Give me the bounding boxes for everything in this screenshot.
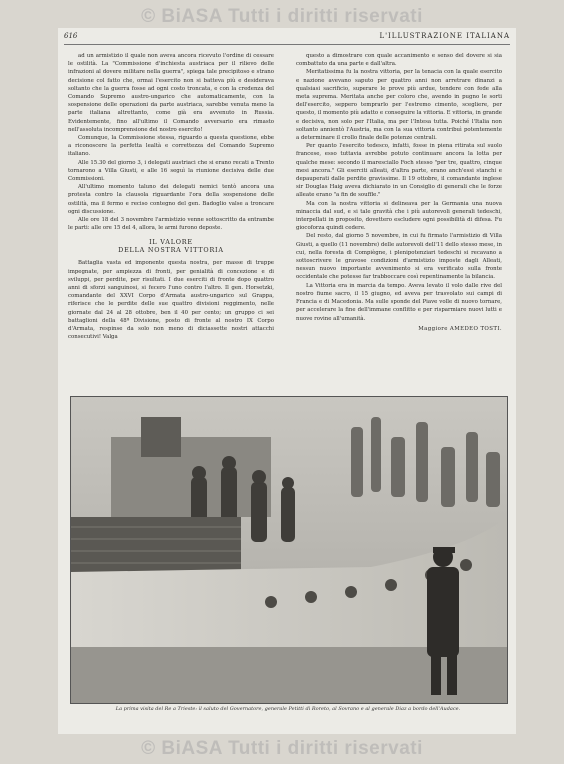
running-title: L'ILLUSTRAZIONE ITALIANA: [379, 32, 510, 40]
right-column: [296, 52, 502, 414]
right-paragraph: questo a dimostrare con quale accanimento e senso del dovere si sia combattuto da una parte e dall'altra.: [296, 53, 502, 68]
general-cap: [433, 547, 455, 553]
right-paragraph: Del resto, dal giorno 5 novembre, in cui fu firmato l'armistizio di Villa Giusti, a quello (11 novembre) delle autorevoli dell'11 dello stesso mese, in cui, nella foresta di Compiègne, i plenipotenziari tedeschi si recavano a sottoscrivere le gravose condizioni d'armistizio imposte dagli Alleati, nessun nuovo importante avvenimento si era verificato sulla fronte occidentale che potesse far trabboccare così repentinamente la bilancia.: [296, 233, 502, 281]
right-paragraph: Per quanto l'esercito tedesco, infatti, fosse in piena ritirata sul suolo francese, esso tuttavia avrebbe potuto continuare ancora la lotta per qualche mese: secondo il maresciallo Foch stesso "per tre, quattro, cinque mesi ancora." Gli eserciti alleati, d'altra parte, erano anch'essi stanchi e depauperati dalle perdite gravissime. Il 19 ottobre, il comandante inglese sir Douglas Haig aveva dichiarato in un Consiglio di generali che le forze alleate erano "a fin de souffle.": [296, 143, 502, 199]
section-heading-line2: DELLA NOSTRA VITTORIA: [118, 246, 224, 255]
section-heading-line1: IL VALORE: [149, 238, 193, 247]
photo-caption: La prima visita del Re a Trieste: il saluto del Governatore, generale Petitti di Roreto, al Sovrano e al generale Diaz a bordo dell'Audace.: [115, 706, 461, 712]
left-paragraph: ad un armistizio il quale non aveva ancora ricevuto l'ordine di cessare le ostilità. La "Commissione d'inchiesta austriaca per il rilievo delle infrazioni al dovere militare nella guerra", spiega tale precipitoso e strano decisione col fatto che, ormai l'esercito non si batteva più e desiderava soltanto che la guerra fosse ad ogni costo troncata, e con la credenza del Comando Supremo austro-ungarico che automaticamente, con la sospensione delle operazioni da parte austriaca, sarebbe venuta meno la parte italiana altrettanto, come già era avvenuto in Russia. Evidentemente, fino all'ultimo il Comando avversario era rimasto nell'assoluta incomprensione del nostro esercito!: [68, 53, 274, 133]
header-rule: [64, 44, 510, 45]
left-paragraph: Alle ore 18 del 3 novembre l'armistizio venne sottoscritto da entrambe le parti: alle ore 15 del 4, allora, le armi furono deposte.: [68, 217, 274, 232]
author-signature: Maggiore AMEDEO TOSTI.: [418, 325, 502, 332]
right-paragraph: Ma con la nostra vittoria si delineava per la Germania una nuova minaccia dal sud, e si tale gravità che i più autorevoli generali tedeschi, interpellati in proposito, dovettero escludere ogni possibilità di difesa. Fu giocoforza quindi cedere.: [296, 200, 502, 232]
newspaper-page: [58, 28, 516, 734]
warship-photo: [70, 396, 508, 704]
photo-illustration: [71, 397, 507, 703]
page-number: 616: [64, 32, 78, 40]
watermark-bottom: © BiASA Tutti i diritti riservati: [141, 738, 423, 759]
watermark-top: © BiASA Tutti i diritti riservati: [141, 6, 423, 27]
right-paragraph: La Vittoria era in marcia da tempo. Aveva levato il volo dalle rive del nostro fiume sacro, il 15 giugno, ed aveva per trasvolato sui campi di Francia e di Macedonia. Ma sulle sponde del Piave volle di nuovo tornare, per accelerare la fine dell'immane conflitto e per risparmiare nuovi lutti e nuove rovine all'umanità.: [296, 282, 502, 322]
left-paragraph: All'ultimo momento taluno dei delegati nemici tentò ancora una protesta contro la clausola riguardante l'ora della sospensione delle ostilità, ma il fermo e reciso contegno del gen. Badoglio valse a troncare ogni discussione.: [68, 184, 274, 215]
searchlight: [141, 417, 181, 457]
left-paragraph: Alle 15.30 del giorno 3, i delegati austriaci che si erano recati a Trento tornarono a Villa Giusti, e alle 16 seguì la riunione decisiva delle due Commissioni.: [68, 159, 274, 183]
left-paragraph: Battaglia vasta ed imponente questa nostra, per masse di truppe impegnate, per ampiezza di fronti, per genialità di concezione e di sviluppi, per perdite, per risultati. I due eserciti di fronte dopo quattro anni di sforzi sanguinosi, si fecero l'uno contro l'altro. Il gen. Horsetzki, comandante del XXVI Corpo d'Armata austro-ungarico sul Grappa, riferisce che le perdite delle sue quattro divisioni reggimento, nelle giornate dal 24 al 28 ottobre, ben il 40 per cento; un gruppo ci sei battaglioni della 48ª Divisione, posto di fronte al nostro IX Corpo d'Armata, respinse da solo non meno di diciassette nostri attacchi consecutivi! Valga: [68, 260, 274, 341]
page-header: [64, 30, 510, 44]
section-heading: [68, 238, 274, 254]
right-paragraph: Meritatissima fu la nostra vittoria, per la tenacia con la quale esercito e nazione avevano saputo per quattro anni non arretrare dinanzi a qualsiasi sacrificio, superare le prove più ardue, tendere con fede alla meta suprema. Meritata anche per coloro che, avendo in pugno le sorti dell'esercito, seppero temprarlo per l'estremo cimento, scegliere, per questo, il momento più adatto e conseguire la vittoria. E vittoria, in grande e decisiva, non solo per l'Italia, ma per l'Intesa tutta. Poiché l'Italia non soltanto annientò l'Austria, ma con la sua vittoria contribuì potentemente a determinare il crollo finale delle potenze centrali.: [296, 69, 502, 142]
left-paragraph: Comunque, la Commissione stessa, riguardo a questa questione, ebbe a riconoscere la perfetta lealtà e correttezza del Comando Supremo italiano.: [68, 135, 274, 158]
left-column: [68, 52, 274, 392]
hammock-netting: [71, 517, 241, 577]
